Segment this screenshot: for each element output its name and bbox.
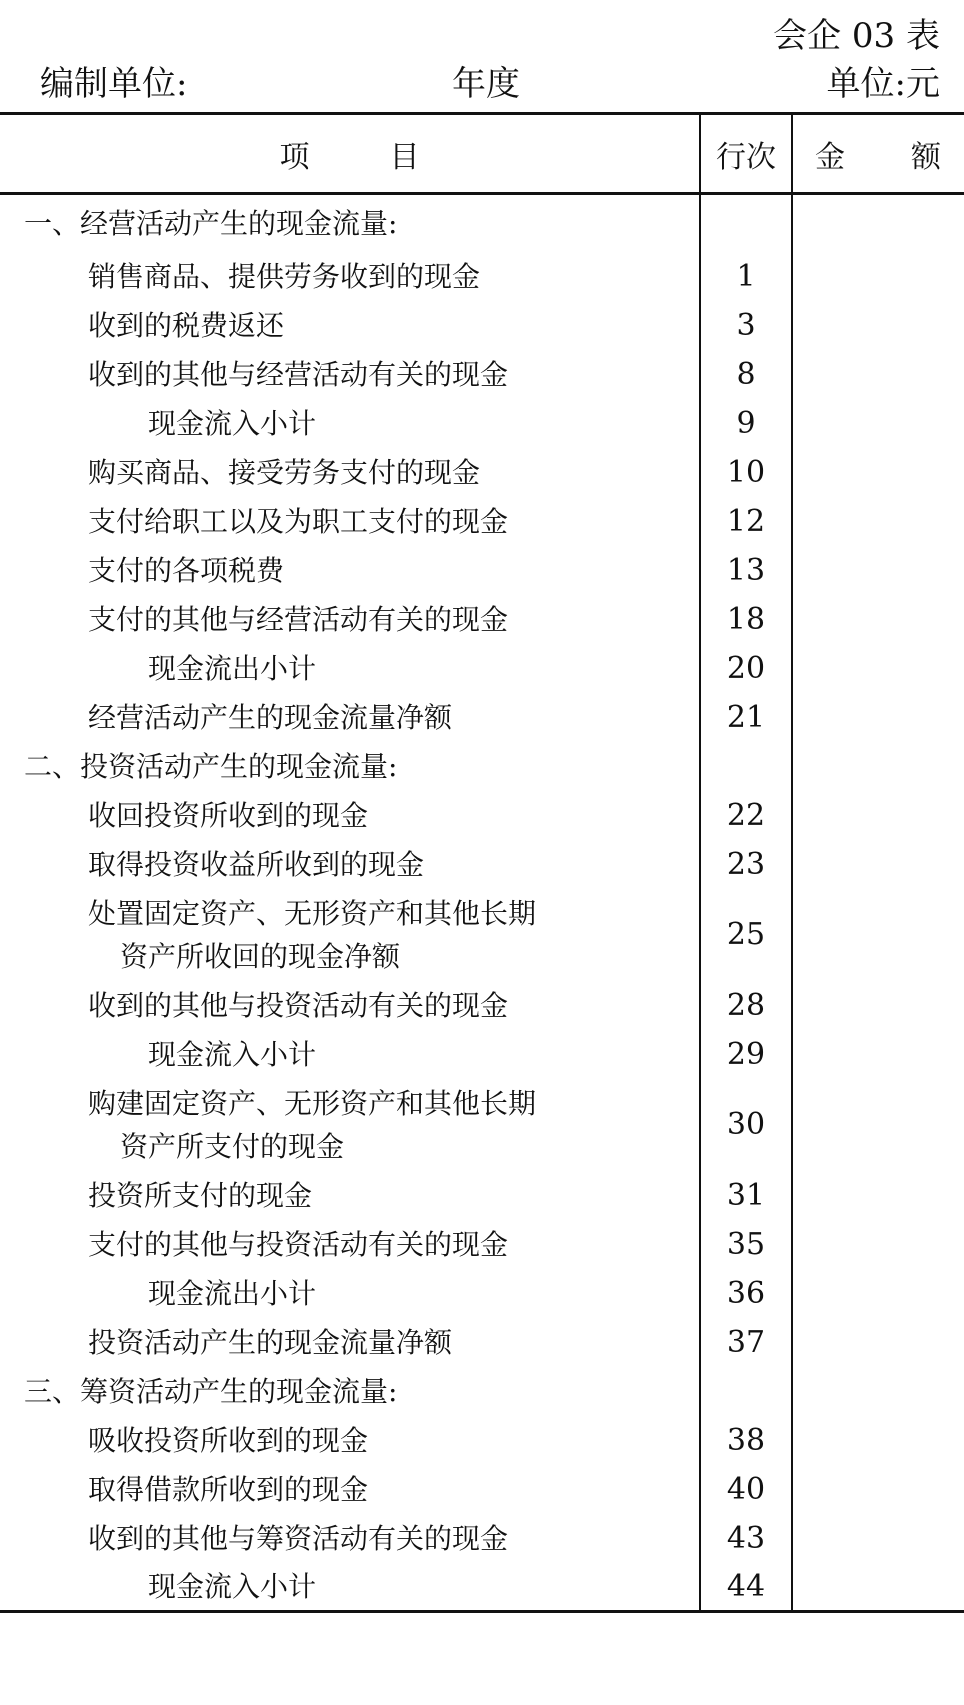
- row-item: 经营活动产生的现金流量净额: [88, 700, 453, 734]
- unit-label: 编制单位:: [40, 64, 188, 104]
- column-header-amount: [792, 114, 964, 194]
- column-header-amount-2: 额: [911, 139, 941, 175]
- row-amount: [792, 1367, 964, 1416]
- row-item: 二、投资活动产生的现金流量:: [24, 749, 398, 783]
- row-item-continuation: 资产所收回的现金净额: [120, 939, 401, 973]
- row-line: 30: [700, 1079, 792, 1171]
- row-line: 1: [700, 252, 792, 301]
- table-row: [0, 497, 964, 546]
- row-amount: [792, 546, 964, 595]
- column-header-amount-1: 金: [815, 139, 845, 175]
- row-line: 10: [700, 448, 792, 497]
- row-line: 9: [700, 399, 792, 448]
- table-row: [0, 981, 964, 1030]
- table-row: [0, 595, 964, 644]
- row-amount: [792, 194, 964, 252]
- table-row: [0, 1563, 964, 1612]
- table-row: [0, 791, 964, 840]
- row-amount: [792, 1171, 964, 1220]
- row-line: [700, 194, 792, 252]
- row-item: 支付给职工以及为职工支付的现金: [88, 504, 509, 538]
- table-row: [0, 252, 964, 301]
- row-item: 收到的其他与投资活动有关的现金: [88, 988, 509, 1022]
- table-row: [0, 1318, 964, 1367]
- row-line: 37: [700, 1318, 792, 1367]
- table-row: [0, 742, 964, 791]
- table-row: [0, 350, 964, 399]
- row-amount: [792, 791, 964, 840]
- row-line: 3: [700, 301, 792, 350]
- table-row: [0, 644, 964, 693]
- table-header-row: [0, 114, 964, 194]
- table-row: [0, 1269, 964, 1318]
- row-item: 收到的其他与筹资活动有关的现金: [88, 1521, 509, 1555]
- row-line: 8: [700, 350, 792, 399]
- column-header-line: 行次: [700, 114, 792, 194]
- row-item: [0, 889, 700, 981]
- row-item: 一、经营活动产生的现金流量:: [24, 206, 398, 240]
- row-amount: [792, 1465, 964, 1514]
- row-item: 现金流入小计: [0, 1563, 700, 1612]
- row-amount: [792, 350, 964, 399]
- row-line: 22: [700, 791, 792, 840]
- table-row: [0, 1416, 964, 1465]
- row-amount: [792, 301, 964, 350]
- row-amount: [792, 1416, 964, 1465]
- row-item: 支付的其他与投资活动有关的现金: [88, 1227, 509, 1261]
- row-line: 31: [700, 1171, 792, 1220]
- year-label: 年度: [452, 64, 520, 104]
- row-amount: [792, 840, 964, 889]
- row-line: 44: [700, 1563, 792, 1612]
- cash-flow-table: [0, 112, 964, 1613]
- table-row: [0, 840, 964, 889]
- row-amount: [792, 1220, 964, 1269]
- row-item: 收到的其他与经营活动有关的现金: [88, 357, 509, 391]
- row-item-continuation: 资产所支付的现金: [120, 1129, 345, 1163]
- table-row: [0, 1220, 964, 1269]
- row-item: 支付的其他与经营活动有关的现金: [88, 602, 509, 636]
- table-row: [0, 448, 964, 497]
- table-row: [0, 546, 964, 595]
- row-line: 21: [700, 693, 792, 742]
- row-item: 现金流入小计: [148, 1037, 317, 1071]
- table-row: [0, 889, 964, 981]
- table-row: [0, 194, 964, 252]
- row-item: 取得借款所收到的现金: [88, 1472, 369, 1506]
- row-item: 购买商品、接受劳务支付的现金: [88, 455, 481, 489]
- row-amount: [792, 889, 964, 981]
- table-row: [0, 1465, 964, 1514]
- row-line: 36: [700, 1269, 792, 1318]
- row-line: 29: [700, 1030, 792, 1079]
- row-amount: [792, 1079, 964, 1171]
- row-item: 现金流入小计: [148, 406, 317, 440]
- row-amount: [792, 1318, 964, 1367]
- row-amount: [792, 252, 964, 301]
- row-item: 投资所支付的现金: [88, 1178, 313, 1212]
- row-amount: [792, 497, 964, 546]
- row-amount: [792, 595, 964, 644]
- row-line: 23: [700, 840, 792, 889]
- row-line: 12: [700, 497, 792, 546]
- row-line: 18: [700, 595, 792, 644]
- currency-label: 单位:元: [826, 64, 940, 104]
- row-amount: [792, 1514, 964, 1563]
- row-amount: [792, 981, 964, 1030]
- row-line: [700, 742, 792, 791]
- row-item: 支付的各项税费: [88, 553, 285, 587]
- row-item-text: 购建固定资产、无形资产和其他长期: [88, 1086, 537, 1120]
- table-row: [0, 399, 964, 448]
- cash-flow-table-wrap: [0, 112, 964, 1705]
- row-line: [700, 1367, 792, 1416]
- form-code: 会企 03 表: [773, 16, 940, 56]
- row-item: 销售商品、提供劳务收到的现金: [88, 259, 481, 293]
- table-row: [0, 1171, 964, 1220]
- row-line: 38: [700, 1416, 792, 1465]
- row-amount: [792, 399, 964, 448]
- row-item: [0, 1079, 700, 1171]
- row-item: 三、筹资活动产生的现金流量:: [24, 1374, 398, 1408]
- table-row: [0, 1030, 964, 1079]
- row-amount: [792, 448, 964, 497]
- row-item: 现金流出小计: [148, 651, 317, 685]
- table-row: [0, 1367, 964, 1416]
- table-row: [0, 1079, 964, 1171]
- row-amount: [792, 1030, 964, 1079]
- row-amount: [792, 644, 964, 693]
- row-line: 43: [700, 1514, 792, 1563]
- column-header-item: 项目: [0, 114, 700, 194]
- row-item: 收回投资所收到的现金: [88, 798, 369, 832]
- row-amount: [792, 742, 964, 791]
- row-amount: [792, 1563, 964, 1612]
- table-row: [0, 301, 964, 350]
- row-amount: [792, 1269, 964, 1318]
- row-line: 13: [700, 546, 792, 595]
- row-item: 收到的税费返还: [88, 308, 285, 342]
- row-item: 吸收投资所收到的现金: [88, 1423, 369, 1457]
- row-line: 28: [700, 981, 792, 1030]
- row-item-text: 处置固定资产、无形资产和其他长期: [88, 896, 537, 930]
- row-line: 40: [700, 1465, 792, 1514]
- row-line: 35: [700, 1220, 792, 1269]
- table-row: [0, 693, 964, 742]
- row-item: 取得投资收益所收到的现金: [88, 847, 425, 881]
- row-item: 投资活动产生的现金流量净额: [88, 1325, 453, 1359]
- row-line: 20: [700, 644, 792, 693]
- table-row: [0, 1514, 964, 1563]
- row-item: 现金流出小计: [148, 1276, 317, 1310]
- row-amount: [792, 693, 964, 742]
- row-line: 25: [700, 889, 792, 981]
